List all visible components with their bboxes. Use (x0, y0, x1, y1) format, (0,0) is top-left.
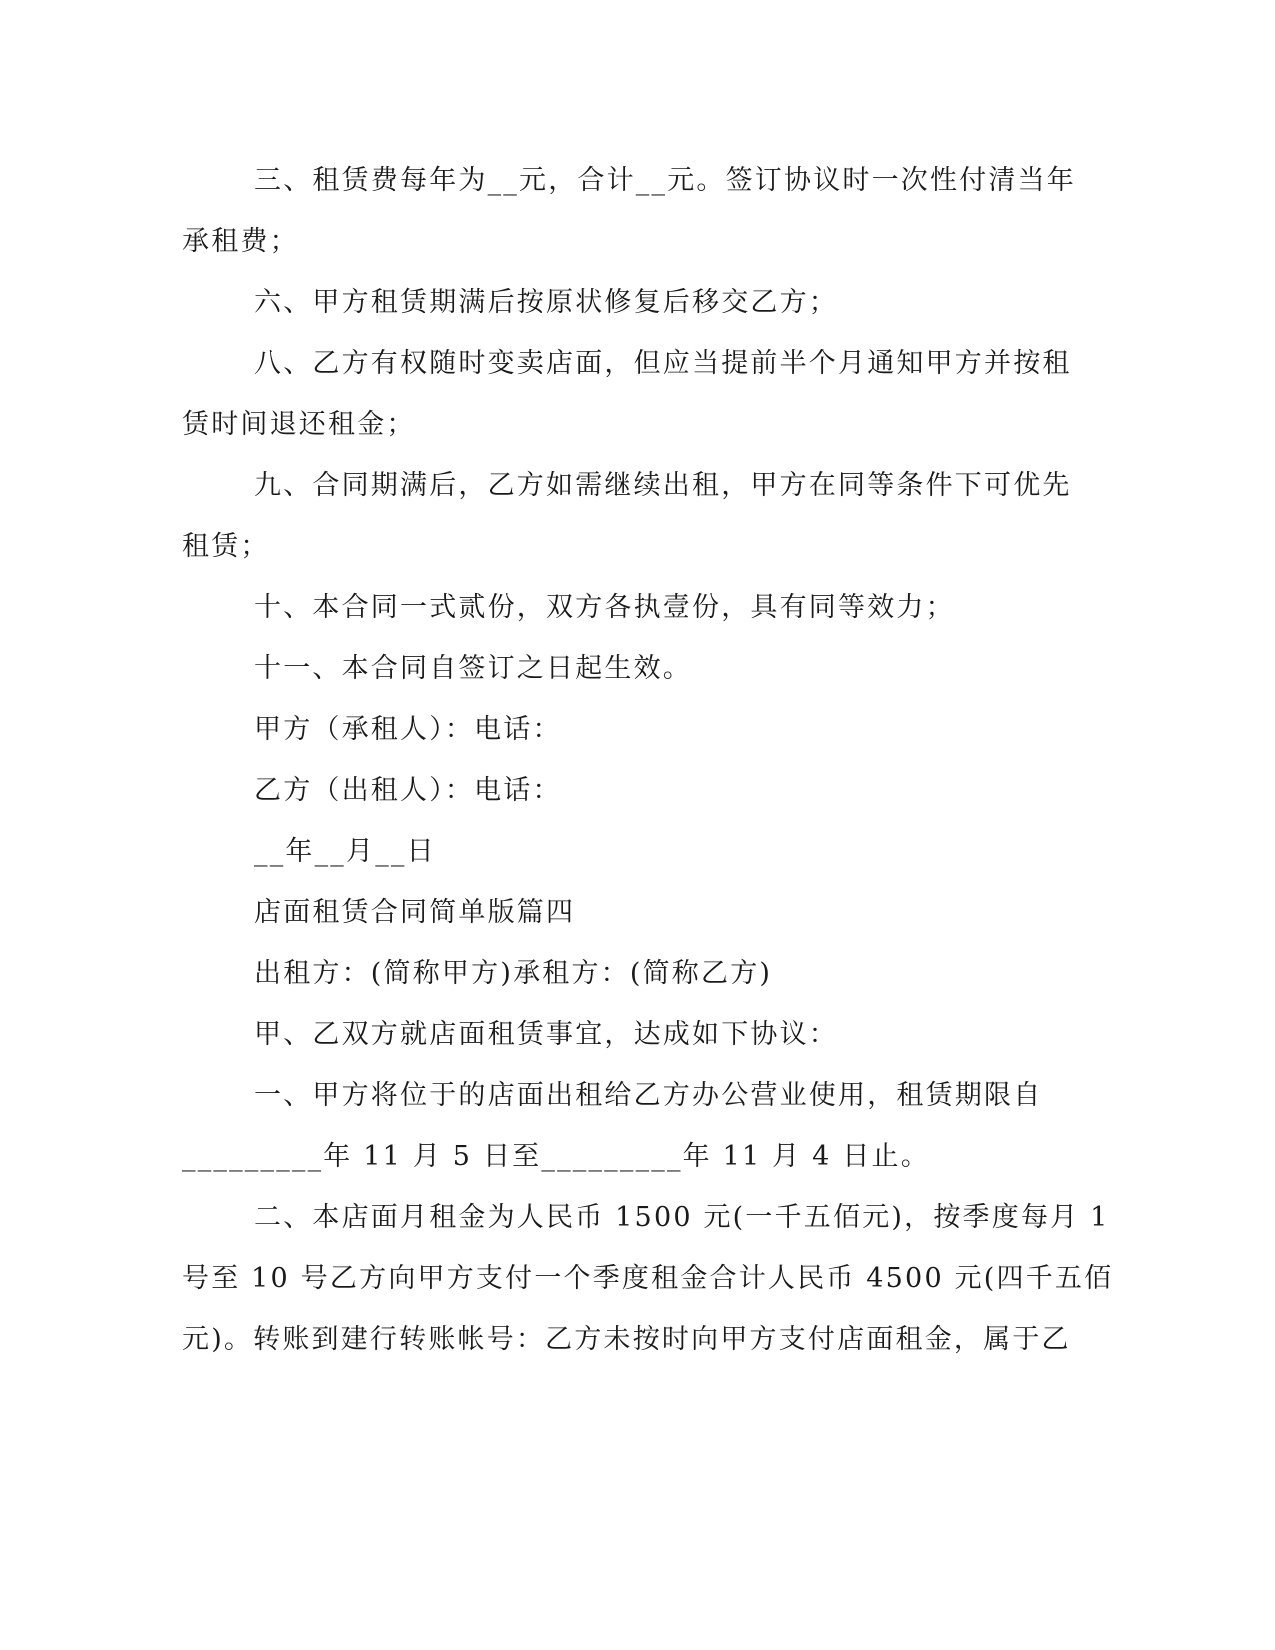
paragraph-line: 十、本合同一式贰份，双方各执壹份，具有同等效力； (254, 592, 955, 623)
paragraph-line: 承租费； (182, 226, 299, 257)
paragraph-line: 十一、本合同自签订之日起生效。 (254, 653, 692, 684)
party-b-line: 乙方（出租人）：电话： (254, 775, 562, 806)
paragraph-line: 八、乙方有权随时变卖店面，但应当提前半个月通知甲方并按租 (254, 348, 1072, 379)
document-page (182, 150, 1114, 1370)
paragraph-line: 甲、乙双方就店面租赁事宜，达成如下协议： (254, 1019, 838, 1050)
paragraph-line: 九、合同期满后，乙方如需继续出租，甲方在同等条件下可优先 (254, 470, 1072, 501)
paragraph-line: 六、甲方租赁期满后按原状修复后移交乙方； (254, 287, 838, 318)
section-title: 店面租赁合同简单版篇四 (254, 897, 576, 928)
date-line: __年__月__日 (254, 836, 436, 867)
paragraph-line: 元)。转账到建行转账帐号：乙方未按时向甲方支付店面租金，属于乙 (182, 1324, 1071, 1355)
paragraph-line: 租赁； (182, 531, 270, 562)
paragraph-line: 一、甲方将位于的店面出租给乙方办公营业使用，租赁期限自 (254, 1080, 1043, 1111)
paragraph-line: _________年 11 月 5 日至_________年 11 月 4 日止。 (182, 1141, 930, 1172)
paragraph-line: 二、本店面月租金为人民币 1500 元(一千五佰元)，按季度每月 1 (254, 1202, 1110, 1233)
paragraph-line: 出租方：(简称甲方)承租方：(简称乙方) (254, 958, 773, 989)
paragraph-line: 赁时间退还租金； (182, 409, 416, 440)
party-a-line: 甲方（承租人）：电话： (254, 714, 562, 745)
paragraph-line: 号至 10 号乙方向甲方支付一个季度租金合计人民币 4500 元(四千五佰 (182, 1263, 1114, 1294)
paragraph-line: 三、租赁费每年为__元，合计__元。签订协议时一次性付清当年 (254, 165, 1076, 196)
